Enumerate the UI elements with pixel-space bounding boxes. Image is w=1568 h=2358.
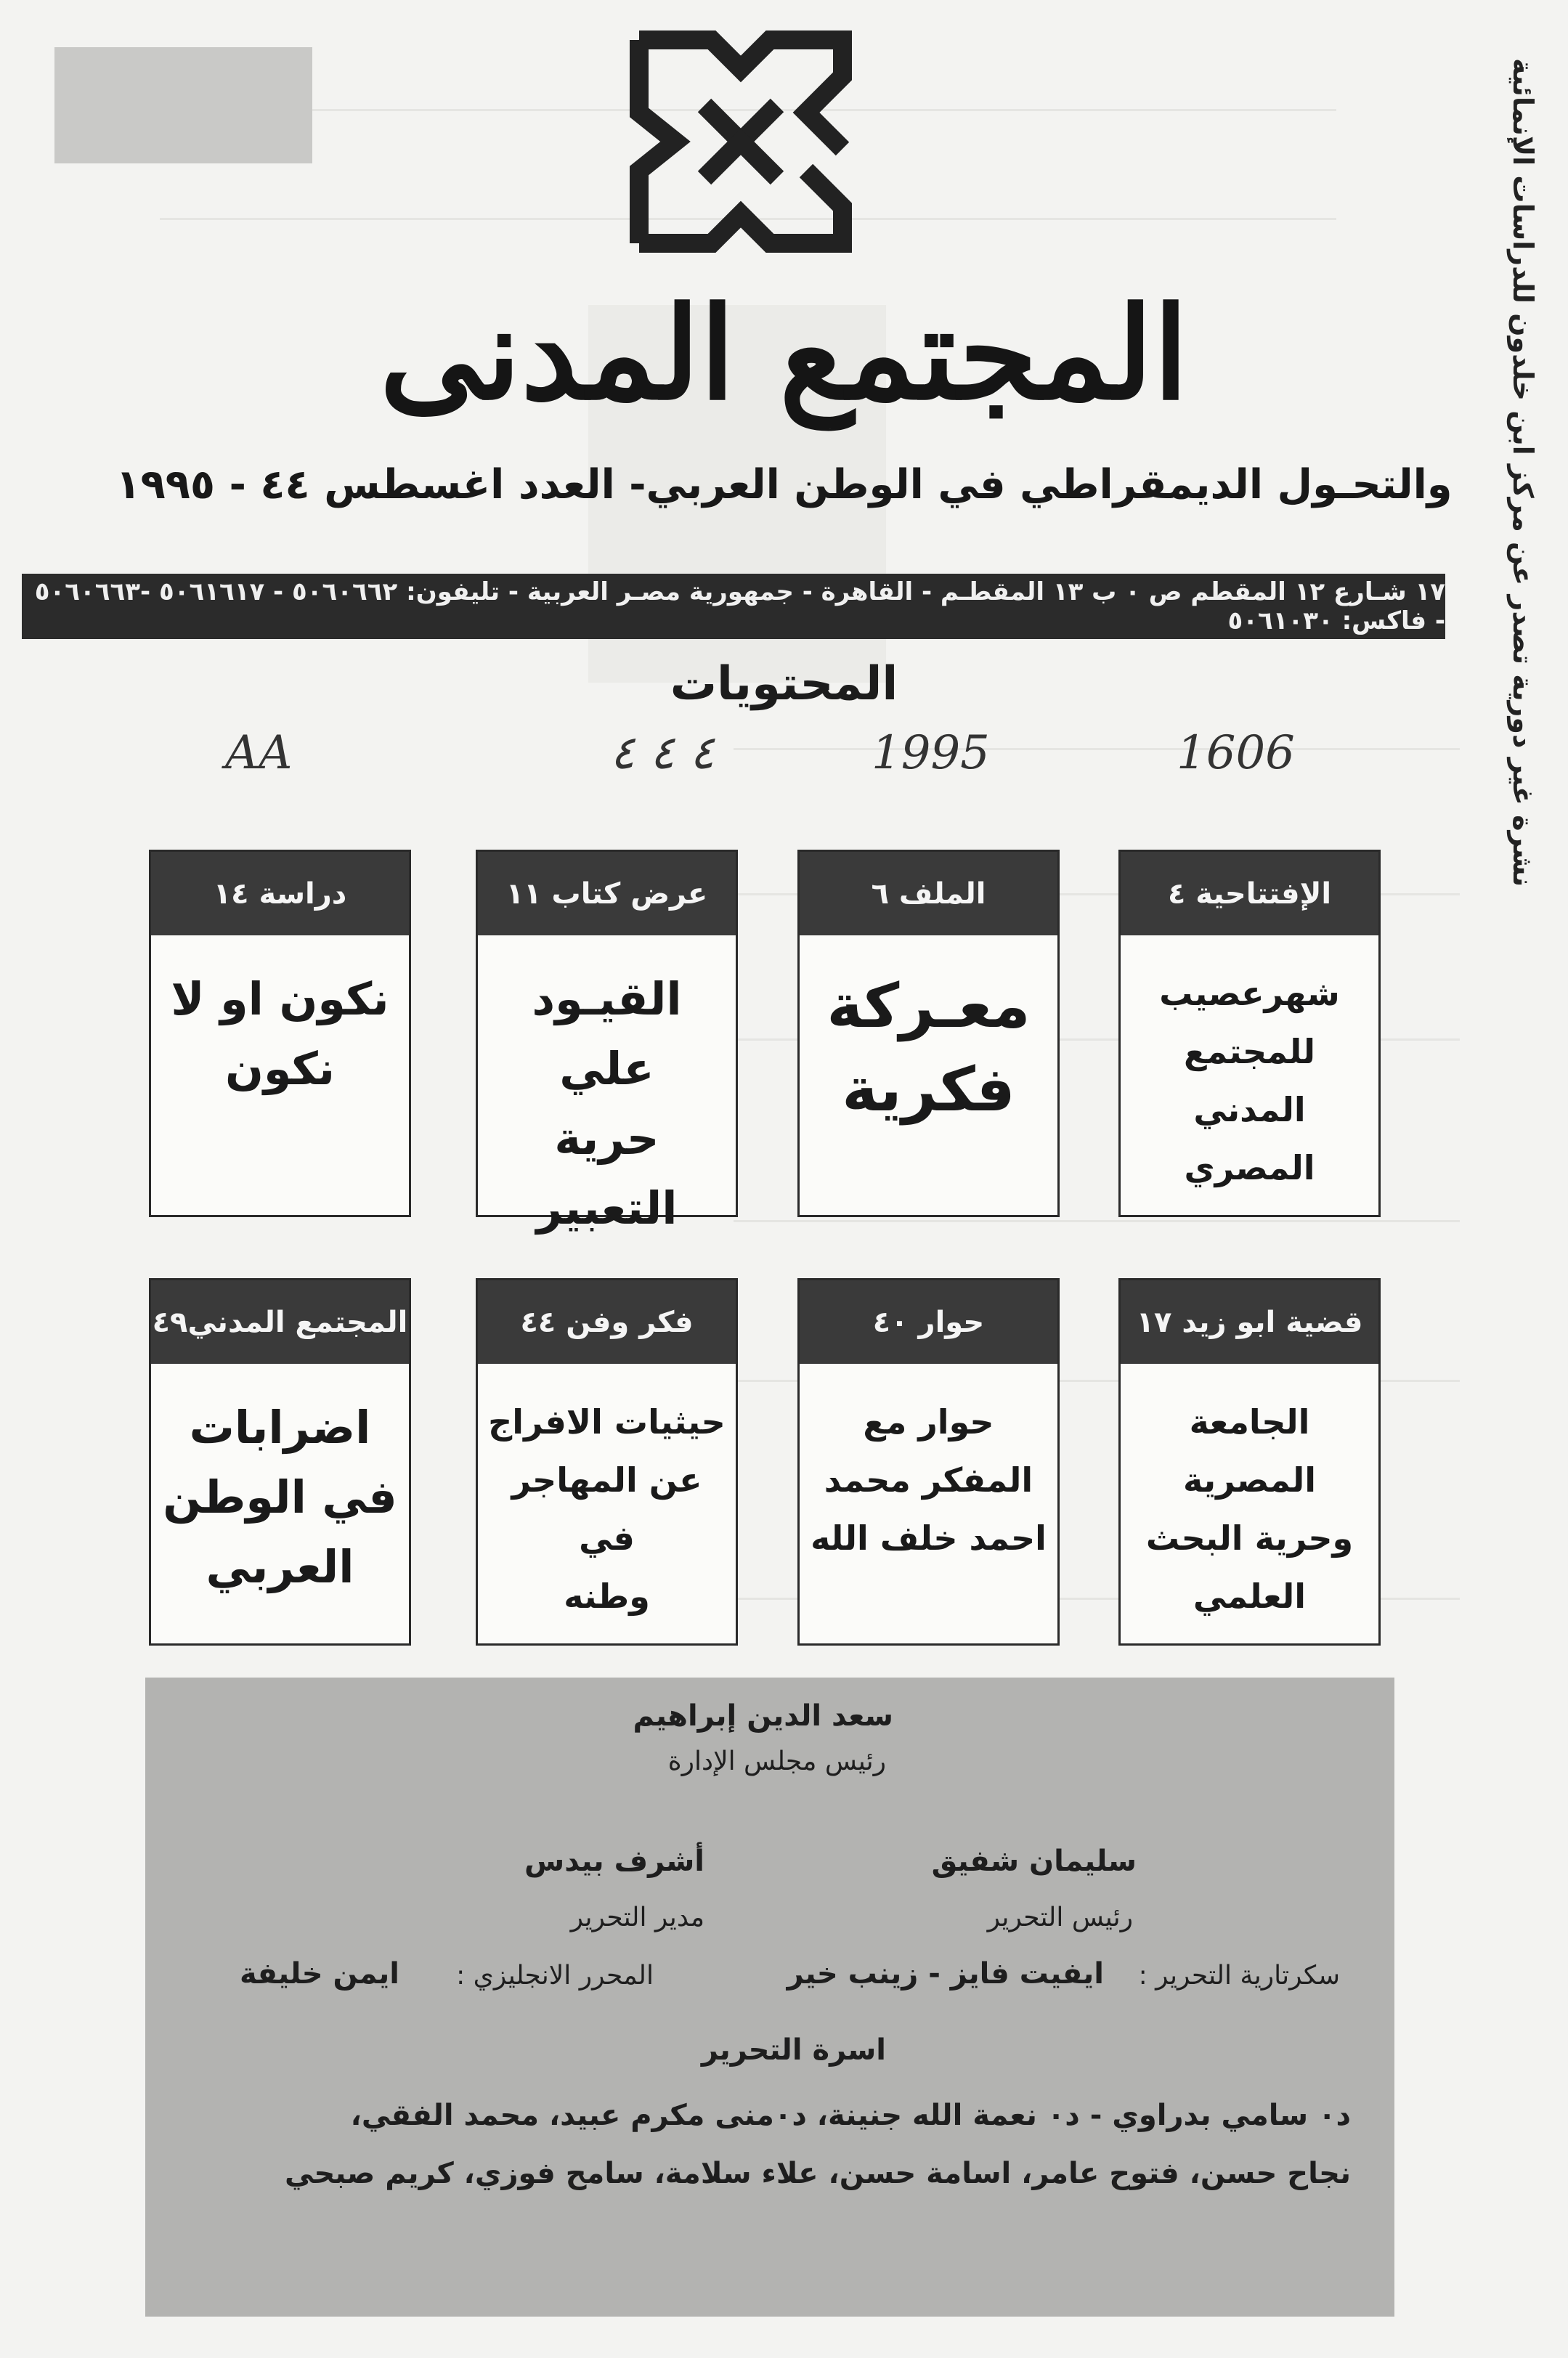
card-header: دراسة ١٤ (151, 852, 409, 935)
board-heading: اسرة التحرير (701, 2033, 886, 2067)
card-study (149, 850, 411, 1217)
card-header: قضية ابو زيد ١٧ (1121, 1280, 1378, 1364)
card-body: الجامعة المصرية وحرية البحث العلمي (1145, 1402, 1354, 1616)
english-editor-name: ايمن خليفة (240, 1957, 399, 1991)
card-header: فكر وفن ٤٤ (478, 1280, 736, 1364)
card-file (797, 850, 1060, 1217)
manager-title: مدير التحرير (570, 1903, 704, 1932)
publisher-note: نشرة غير دورية تصدر عن مركز ابن خلدون للدراسات الإنمائية (1507, 58, 1539, 887)
editor-title: رئيس التحرير (987, 1903, 1133, 1932)
bleed-through-line (734, 1220, 1460, 1222)
bleed-through-line (734, 748, 1460, 750)
card-interview (797, 1278, 1060, 1646)
card-header: عرض كتاب ١١ (478, 852, 736, 935)
logo-icon (625, 25, 857, 258)
handwritten-note-2: 1995 (872, 726, 990, 780)
card-thought-art (476, 1278, 738, 1646)
card-body: حيثيات الافراج عن المهاجر في وطنه (488, 1402, 726, 1616)
chairman-title: رئيس مجلس الإدارة (667, 1747, 886, 1776)
board-line-1: د٠ سامي بدراوي - د٠ نعمة الله جنينة، د٠منى مكرم عبيد، محمد الفقي، (350, 2099, 1351, 2132)
card-civil-society (149, 1278, 411, 1646)
handwritten-note-3: ٤ ٤ ٤ (610, 726, 715, 780)
card-body: شهرعصيب للمجتمع المدني المصري (1159, 974, 1340, 1187)
issue-subtitle: والتحـول الديمقراطي في الوطن العربي- العدد اغسطس ٤٤ - ١٩٩٥ (115, 461, 1453, 508)
address-text: ١٧ شـارع ١٢ المقطم ص ٠ ب ١٣ المقطـم - القاهرة - جمهورية مصـر العربية - تليفون: ٥٠٦٠٦٦٢ - ٥٠٦١٦١٧ -٥٠٦٠٦٦٣ - فاكس: ٥٠٦١٠٣٠ (34, 577, 1445, 635)
chairman-name: سعد الدين إبراهيم (633, 1699, 893, 1733)
card-body: نكون او لا نكون (171, 972, 389, 1095)
handwritten-note-4: AA (225, 726, 293, 780)
card-header: الإفتتاحية ٤ (1121, 852, 1378, 935)
card-header: المجتمع المدني٤٩ (151, 1280, 409, 1364)
card-book-review (476, 850, 738, 1235)
corner-gray-box (54, 47, 312, 163)
staff-box (145, 1678, 1394, 2317)
contents-heading: المحتويات (670, 657, 898, 711)
editor-name: سليمان شفيق (931, 1845, 1137, 1878)
card-abu-zaid (1118, 1278, 1381, 1646)
handwritten-note-1: 1606 (1177, 726, 1295, 780)
secretariat-label: سكرتارية التحرير : (1138, 1961, 1340, 1991)
manager-name: أشرف بيدس (524, 1845, 704, 1878)
card-body: حوار مع المفكر محمد احمد خلف الله (811, 1402, 1047, 1558)
address-bar (22, 574, 1445, 639)
card-body: القيـود علي حرية التعبير (532, 972, 682, 1235)
english-editor-label: المحرر الانجليزي : (456, 1961, 654, 1991)
card-body: اضرابات في الوطن العربي (163, 1401, 397, 1593)
secretariat-names: ايفيت فايز - زينب خير (787, 1957, 1104, 1991)
card-header: الملف ٦ (800, 852, 1057, 935)
magazine-title: المجتمع المدنى (379, 280, 1189, 428)
card-editorial (1118, 850, 1381, 1217)
board-line-2: نجاح حسن، فتوح عامر، اسامة حسن، علاء سلامة، سامح فوزي، كريم صبحي (284, 2157, 1351, 2190)
card-header: حوار ٤٠ (800, 1280, 1057, 1364)
card-body: معـركة فكرية (826, 970, 1031, 1125)
